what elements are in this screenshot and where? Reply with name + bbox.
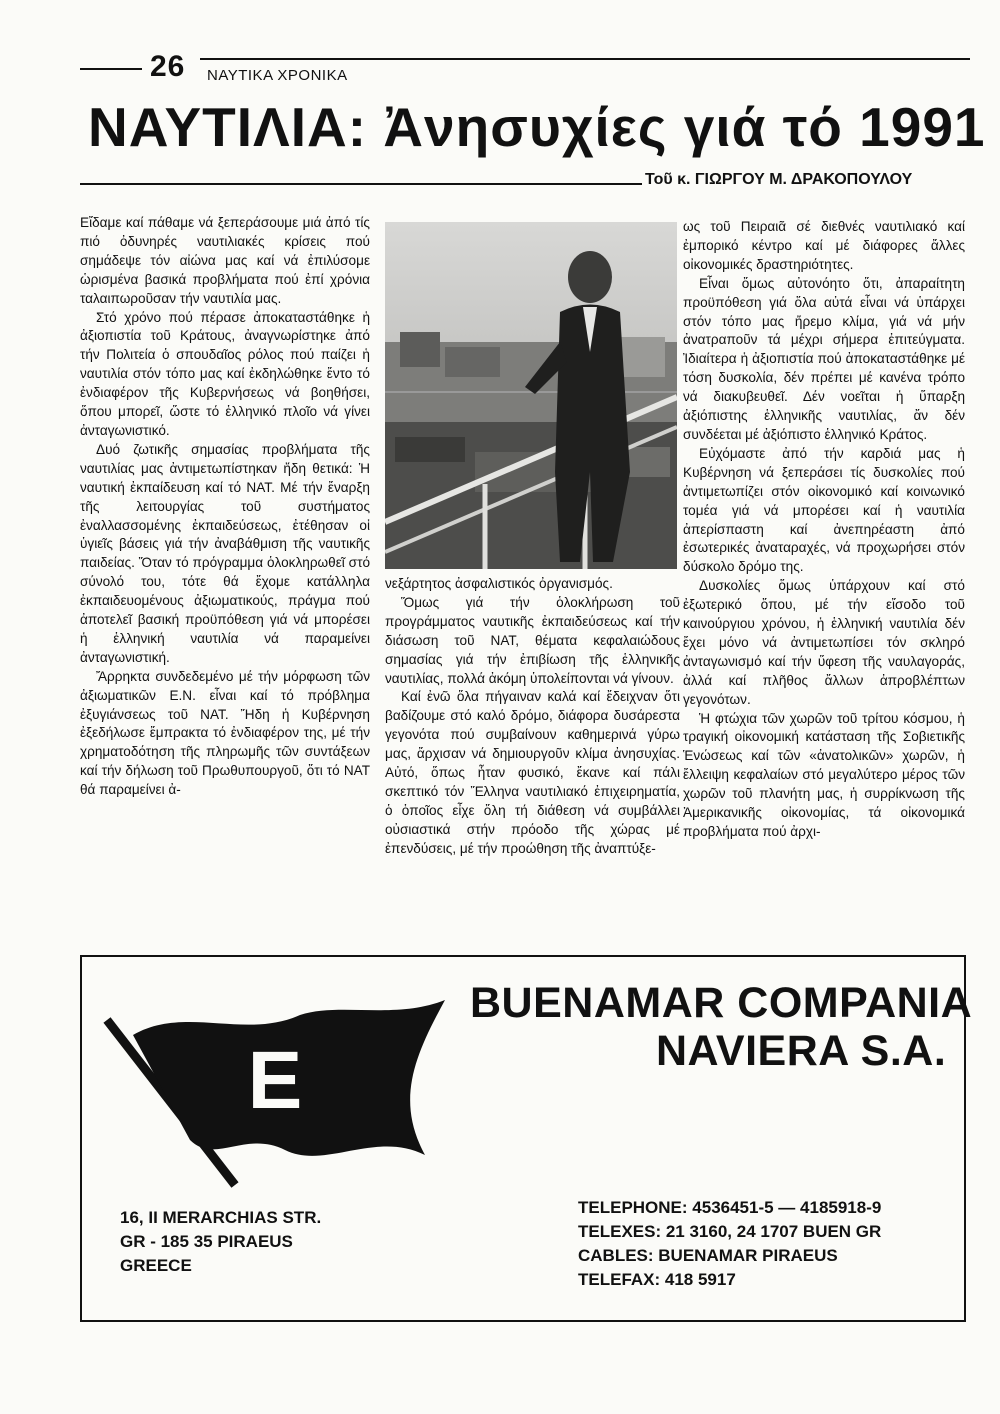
- address-line: GREECE: [120, 1256, 192, 1275]
- company-name-line-1: BUENAMAR COMPANIA: [470, 979, 973, 1027]
- header-rule-right: [200, 58, 970, 60]
- paragraph: Ὅμως γιά τήν ὁλοκλήρωση τοῦ προγράμματος ναυτικῆς ἐκπαιδεύσεως καί τήν διάσωση τοῦ ΝΑΤ, θέματα κεφαλαιώδους σημασίας γιά τήν ἐπιβίωση τῆς ἑλληνικῆς ναυτιλίας, πολλά ἀκόμη ὑπολείπονται νά γίνουν.: [385, 594, 680, 686]
- paragraph: νεξάρτητος ἀσφαλιστικός ὀργανισμός.: [385, 576, 613, 591]
- paragraph: Δυσκολίες ὅμως ὑπάρχουν καί στό ἐξωτερικό ὅπου, μέ τήν εἴσοδο τοῦ καινούργιου χρόνου, ἡ ἑλληνική ναυτιλία δέν ἔχει μόνο νά ἀντιμετωπίσει τόν σκληρό ἀνταγωνισμό καί τήν ὕφεση τῆς ναυλαγοράς, ἀλλά καί πλῆθος ἄλλων ἀπροβλέπτων γεγονότων.: [683, 578, 965, 707]
- paragraph: ως τοῦ Πειραιᾶ σέ διεθνές ναυτιλιακό καί ἐμπορικό κέντρο καί μέ διάφορες ἄλλες οἰκονομικές δραστηριότητες.: [683, 219, 965, 272]
- paragraph: Δυό ζωτικῆς σημασίας προβλήματα τῆς ναυτιλίας μας ἀντιμετωπίστηκαν ἤδη θετικά: Ἡ ναυτική ἐκπαίδευση καί τό ΝΑΤ. Μέ τήν ἔναρξη τῆς λειτουργίας τοῦ συστήματος ἐναλλασσομένης ἐκπαιδεύσεως, ἐτέθησαν οἱ ὑγιεῖς βάσεις γιά τήν ἀναβάθμιση τῆς ναυτικῆς παιδείας. Ὅταν τό πρόγραμμα ὁλοκληρωθεῖ στό σύνολό του, τότε θά ἔχομε κατάλληλα ἐκπαιδευομένους ἀξιωματικούς, πράγμα πού ἀποτελεῖ βασική προϋπόθεση γιά νά μπορέσει ἡ ἑλληνική ναυτιλία νά παραμείνει ἀνταγωνιστική.: [80, 441, 370, 665]
- byline-rule: [80, 183, 642, 185]
- article-column-3: [683, 218, 965, 842]
- flag-letter: E: [247, 1035, 303, 1126]
- address-line: GR - 185 35 PIRAEUS: [120, 1232, 293, 1251]
- company-name-line-2: NAVIERA S.A.: [656, 1027, 947, 1075]
- company-contact: [578, 1196, 881, 1292]
- article-byline: Τοῦ κ. ΓΙΩΡΓΟΥ Μ. ΔΡΑΚΟΠΟΥΛΟΥ: [645, 171, 913, 188]
- publication-name: ΝΑΥΤΙΚΑ ΧΡΟΝΙΚΑ: [207, 67, 348, 84]
- paragraph: Στό χρόνο πού πέρασε ἀποκαταστάθηκε ἡ ἀξιοπιστία τοῦ Κράτους, ἀναγνωρίστηκε ἀπό τήν Πολιτεία ὁ σπουδαῖος ρόλος πού παίζει ἡ ναυτιλία στόν τόπο μας καί ἐκδηλώθηκε ἔντο τό ἐνδιαφέρον τῆς Κυβερνήσεως νά βοηθήσει, ὅπου μπορεῖ, ὥστε τό ἑλληνικό πλοῖο νά γίνει ἀνταγωνιστικό.: [80, 309, 370, 438]
- paragraph: Καί ἐνῶ ὅλα πήγαιναν καλά καί ἔδειχναν ὅτι βαδίζουμε στό καλό δρόμο, διάφορα δυσάρεστα γεγονότα πού συμβαίνουν καθημερινά γύρω μας, ἄρχισαν νά δημιουργοῦν κλίμα ἀνησυχίας. Αὐτό, ὅπως ἦταν φυσικό, ἔκανε καί πάλι σκεπτικό τόν Ἕλληνα ναυτιλιακό ἐπιχειρηματία, ὁ ὁποῖος εἶχε ὅλη τή διάθεση νά συμβάλλει οὐσιαστικά στήν πρόοδο τῆς χώρας μέ ἐπενδύσεις, μέ τήν προώθηση τῆς ἀναπτύξε-: [385, 689, 680, 856]
- paragraph: Ἄρρηκτα συνδεδεμένο μέ τήν μόρφωση τῶν ἀξιωματικῶν Ε.Ν. εἶναι καί τό πρόβλημα ἐξυγιάνσεως τοῦ ΝΑΤ. Ἤδη ἡ Κυβέρνηση ἐξεδήλωσε ἔμπρακτα τό ἐνδιαφέρον της, μέ τήν χρηματοδότηση τῆς πληρωμῆς τῶν συντάξεων καί τήν δήλωση τοῦ Πρωθυπουργοῦ, ὅτι τό ΝΑΤ θά παραμείνει ἀ-: [80, 668, 370, 798]
- paragraph: Εἶναι ὅμως αὐτονόητο ὅτι, ἀπαραίτητη προϋπόθεση γιά ὅλα αὐτά εἶναι νά ὑπάρχει στόν τόπο μας ἤρεμο κλίμα, γιά νά μήν ἀνατραποῦν τά μέχρι σήμερα ἐπιτεύγματα. Ἰδιαίτερα ἡ ἀξιοπιστία πού ἀποκαταστάθηκε μέ τόση δυσκολία, δέν πρέπει μέ κανένα τρόπο νά διακυβευθεῖ. Δέν νοεῖται ἡ ὕπαρξη ἀξιόπιστης ἑλληνικῆς ναυτιλίας, ἄν δέν συνδέεται μέ ἀξιόπιστο ἑλληνικό Κράτος.: [683, 275, 965, 442]
- paragraph: Ἡ φτώχια τῶν χωρῶν τοῦ τρίτου κόσμου, ἡ τραγική οἰκονομική κατάσταση τῆς Σοβιετικῆς Ἑνώσεως καί τῶν «ἀνατολικῶν» χωρῶν, ἡ ἔλλειψη κεφαλαίων στό μεγαλύτερο μέρος τῶν χωρῶν τοῦ πλανήτη μας, ἡ συρρίκνωση τῆς Ἀμερικανικῆς οἰκονομίας, τά οἰκονομικά προβλήματα πού ἀρχι-: [683, 710, 965, 839]
- company-address: [120, 1206, 321, 1278]
- contact-telefax: TELEFAX: 418 5917: [578, 1270, 736, 1289]
- paragraph: Εἴδαμε καί πάθαμε νά ξεπεράσουμε μιά ἀπό τίς πιό ὀδυνηρές ναυτιλιακές κρίσεις πού σημάδεψε τόν αἰώνα μας καί νά ἐπιλύσομε ὡρισμένα βασικά προβλήματα πού ἐπί χρόνια ταλαιπωροῦσαν τήν ναυτιλία μας.: [80, 215, 370, 306]
- contact-telexes: TELEXES: 21 3160, 24 1707 BUEN GR: [578, 1222, 882, 1241]
- article-title: ΝΑΥΤΙΛΙΑ: Ἀνησυχίες γιά τό 1991: [88, 96, 986, 158]
- company-name: [470, 979, 972, 1075]
- contact-telephone: TELEPHONE: 4536451-5 — 4185918-9: [578, 1198, 882, 1217]
- address-line: 16, II MERARCHIAS STR.: [120, 1208, 322, 1227]
- article-column-2: [385, 575, 680, 859]
- page-number: 26: [150, 50, 186, 83]
- contact-cables: CABLES: BUENAMAR PIRAEUS: [578, 1246, 838, 1265]
- company-flag-icon: [95, 980, 475, 1190]
- paragraph: Εὐχόμαστε ἀπό τήν καρδιά μας ἡ Κυβέρνηση νά ξεπεράσει τίς δυσκολίες πού ἀντιμετωπίζει στόν οἰκονομικό καί κοινωνικό τομέα γιά νά μπορέσει καί ἡ ναυτιλία ἀπερίσπαστη καί ἀνεπηρέαστη ἀπό ἐσωτερικές ἀναταραχές, νά προχωρήσει στόν δύσκολο δρόμο της.: [683, 445, 965, 575]
- article-column-1: [80, 214, 370, 800]
- header-rule-left: [80, 68, 142, 70]
- article-photo: [385, 222, 677, 569]
- photo-man-on-balcony-icon: [385, 222, 677, 569]
